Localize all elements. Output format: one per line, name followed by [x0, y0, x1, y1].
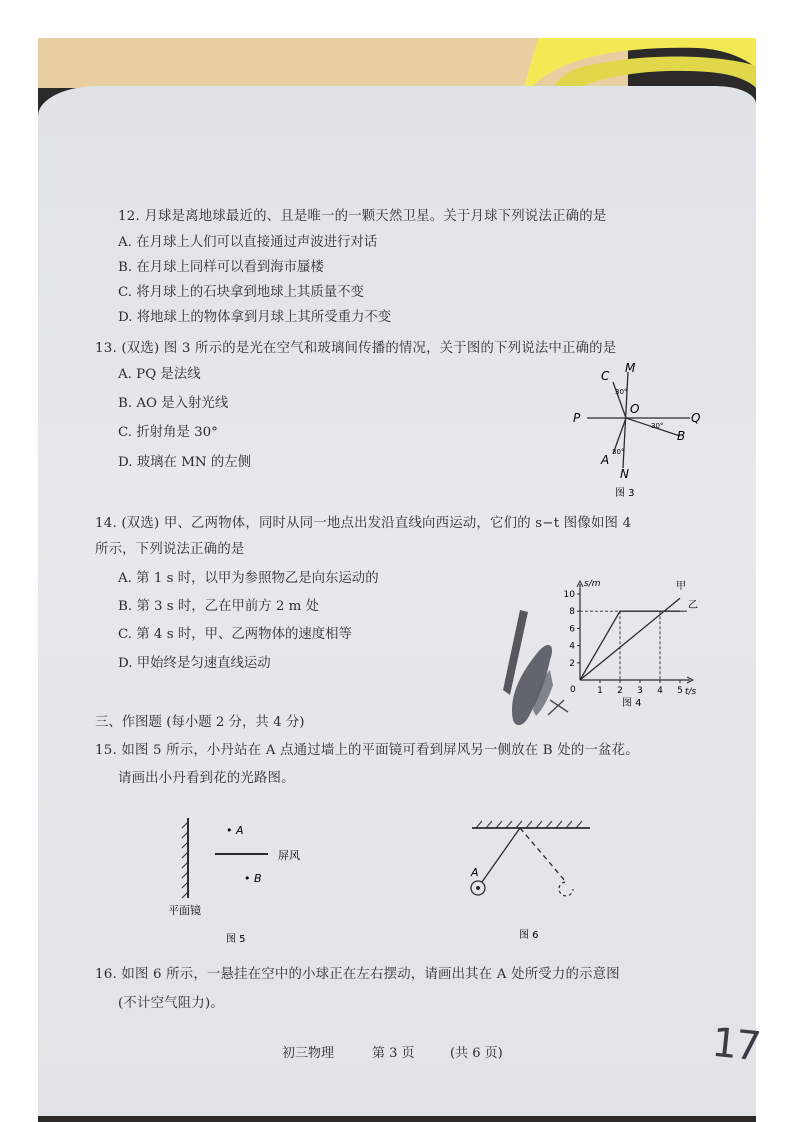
q12-stem: 12. 月球是离地球最近的、且是唯一的一颗天然卫星。关于月球下列说法正确的是 — [118, 209, 607, 224]
q13-option-b: B. AO 是入射光线 — [118, 396, 229, 411]
q13-option-d: D. 玻璃在 MN 的左侧 — [118, 455, 252, 470]
fig3-label-q: Q — [691, 411, 701, 425]
fig5-mirror-label: 平面镜 — [168, 904, 201, 917]
q14-stem-line1: 14. (双选) 甲、乙两物体，同时从同一地点出发沿直线向西运动，它们的 s−t 图像如图 4 — [95, 516, 632, 531]
fig3-label-o: O — [630, 402, 640, 416]
q15-stem-line1: 15. 如图 5 所示，小丹站在 A 点通过墙上的平面镜可看到屏风另一侧放在 B 处的一盆花。 — [95, 743, 639, 758]
chart4-xtick-label: 5 — [677, 686, 683, 696]
chart4-ytick-label: 2 — [569, 658, 575, 669]
q14-option-b: B. 第 3 s 时，乙在甲前方 2 m 处 — [118, 599, 320, 614]
q13-option-c: C. 折射角是 30° — [118, 425, 218, 440]
figure-6-pendulum-diagram — [462, 812, 612, 947]
figure-4-st-chart — [562, 578, 712, 708]
fig3-angle-right: 30° — [651, 422, 664, 430]
fig3-label-m: M — [625, 361, 636, 375]
q12-option-a: A. 在月球上人们可以直接通过声波进行对话 — [118, 235, 378, 250]
figure-3-light-diagram — [565, 360, 715, 500]
figure-5-mirror-diagram — [160, 812, 340, 952]
chart4-ytick-label: 10 — [563, 590, 575, 600]
footer-page-number: 第 3 页 — [372, 1046, 415, 1061]
q14-stem-line2: 所示，下列说法正确的是 — [95, 542, 245, 557]
chart4-series — [580, 598, 687, 680]
chart4-ylabel: s/m — [584, 579, 601, 589]
chart4-guides — [580, 611, 680, 680]
q16-stem-line2: (不计空气阻力)。 — [118, 996, 224, 1011]
q12-option-c: C. 将月球上的石块拿到地球上其质量不变 — [118, 285, 364, 300]
q15-stem-line2: 请画出小丹看到花的光路图。 — [118, 771, 295, 786]
chart4-xtick-label: 3 — [637, 686, 643, 696]
q12-option-b: B. 在月球上同样可以看到海市蜃楼 — [118, 260, 324, 275]
fig3-label-n: N — [620, 467, 629, 481]
chart4-xtick-label: 1 — [597, 686, 603, 696]
fig5-caption: 图 5 — [226, 934, 246, 945]
chart4-ytick-label: 8 — [569, 607, 575, 618]
q13-stem: 13. (双选) 图 3 所示的是光在空气和玻璃间传播的情况，关于图的下列说法中正确的是 — [95, 341, 617, 356]
chart4-xtick-label: 4 — [657, 686, 663, 696]
fig6-point-a: A — [471, 866, 479, 879]
chart4-xtick-label: 2 — [617, 686, 623, 696]
chart4-ytick-label: 4 — [569, 641, 575, 652]
chart4-ytick-label: 6 — [569, 624, 575, 635]
q12-option-d: D. 将地球上的物体拿到月球上其所受重力不变 — [118, 310, 392, 325]
ball-dashed — [559, 882, 573, 896]
chart4-xlabel: t/s — [685, 687, 697, 697]
section-3-title: 三、作图题 (每小题 2 分，共 4 分) — [95, 715, 305, 730]
fig6-caption: 图 6 — [519, 930, 539, 941]
chart4-caption: 图 4 — [622, 698, 642, 708]
fig3-label-c: C — [601, 369, 610, 383]
chart4-series-label-jia: 甲 — [676, 581, 686, 592]
ceiling-hatch — [476, 821, 582, 828]
fig3-angle-bottom: 30° — [612, 448, 625, 456]
fig3-label-p: P — [573, 411, 581, 425]
fig5-point-b: • B — [244, 872, 262, 885]
chart4-series-yi — [580, 611, 680, 680]
footer-total-pages: (共 6 页) — [450, 1046, 503, 1061]
footer-subject: 初三物理 — [282, 1046, 335, 1061]
string-dashed — [520, 828, 566, 882]
fig5-screen-label: 屏风 — [278, 849, 300, 862]
fig5-point-a: • A — [226, 824, 244, 837]
q14-option-d: D. 甲始终是匀速直线运动 — [118, 656, 271, 671]
fig3-label-a: A — [601, 453, 610, 467]
q13-option-a: A. PQ 是法线 — [118, 367, 201, 382]
handwritten-score: 17 — [709, 1019, 762, 1071]
q14-option-c: C. 第 4 s 时，甲、乙两物体的速度相等 — [118, 627, 352, 642]
fig3-angle-top: 30° — [615, 388, 628, 396]
string-solid — [482, 828, 520, 882]
fig3-label-b: B — [677, 429, 686, 443]
chart4-series-label-yi: 乙 — [688, 600, 698, 611]
q14-option-a: A. 第 1 s 时，以甲为参照物乙是向东运动的 — [118, 571, 379, 586]
fig3-caption: 图 3 — [615, 488, 635, 499]
chart4-origin: 0 — [570, 685, 576, 695]
q16-stem-line1: 16. 如图 6 所示，一悬挂在空中的小球正在左右摆动，请画出其在 A 处所受力的示意图 — [95, 967, 620, 982]
